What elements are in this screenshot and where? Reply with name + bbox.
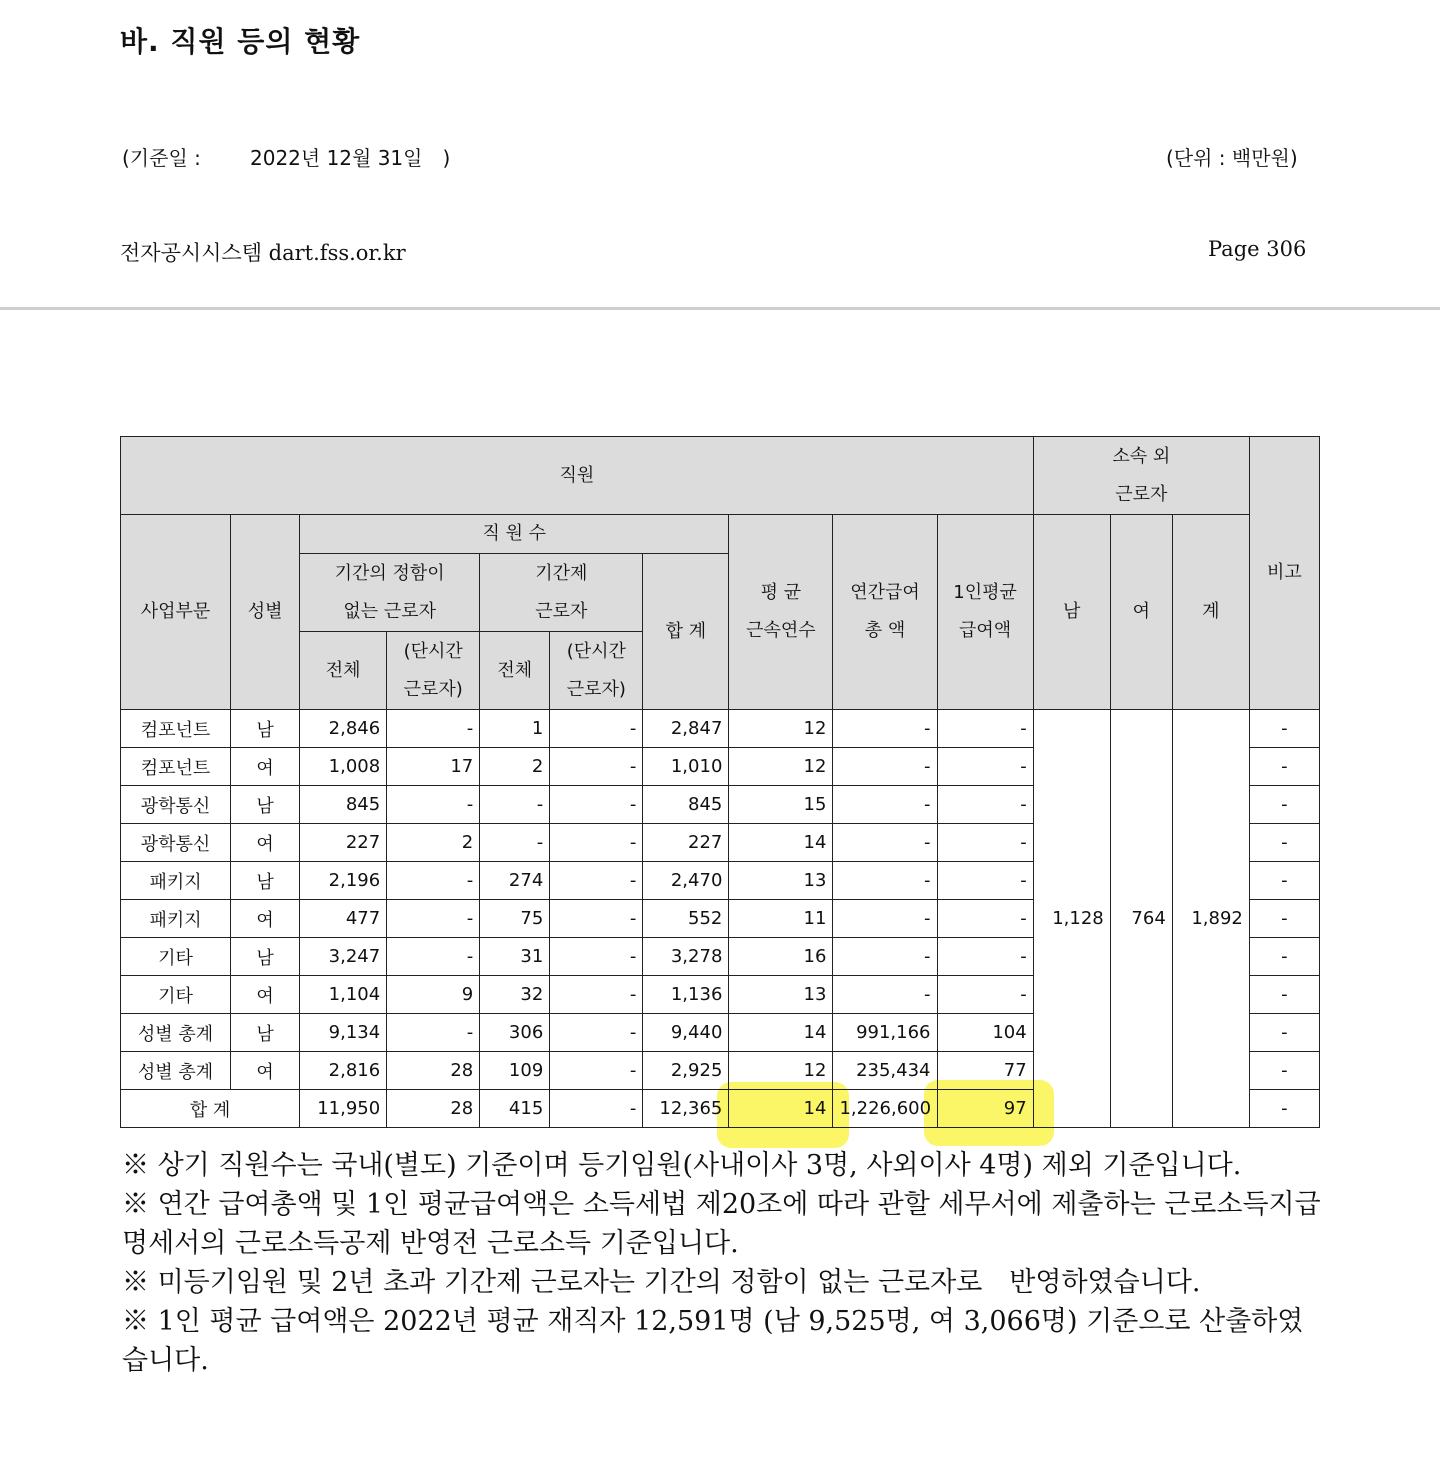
cell-business-unit: 기타 bbox=[121, 976, 231, 1014]
header-contract-line1: 기간제 bbox=[535, 562, 588, 584]
cell-perm-part: - bbox=[387, 1014, 480, 1052]
cell-avg-pay: - bbox=[937, 976, 1033, 1014]
footnote-3: ※ 미등기임원 및 2년 초과 기간제 근로자는 기간의 정함이 없는 근로자로 반영하였습니다. bbox=[122, 1267, 1201, 1298]
cell-tenure: 15 bbox=[729, 786, 833, 824]
cell-avg-pay: 77 bbox=[937, 1052, 1033, 1090]
cell-total: 1,010 bbox=[643, 748, 729, 786]
cell-tenure: 16 bbox=[729, 938, 833, 976]
basis-date bbox=[122, 142, 450, 171]
cell-annual-pay: 991,166 bbox=[833, 1014, 937, 1052]
cell-remark: - bbox=[1249, 1052, 1319, 1090]
cell-business-unit: 광학통신 bbox=[121, 786, 231, 824]
cell-perm-total: 2,816 bbox=[300, 1052, 387, 1090]
cell-avg-pay: - bbox=[937, 938, 1033, 976]
cell-business-unit: 패키지 bbox=[121, 862, 231, 900]
header-contract-all: 전체 bbox=[480, 632, 550, 710]
header-permanent-line2: 없는 근로자 bbox=[343, 600, 437, 622]
cell-avg-pay: - bbox=[937, 710, 1033, 748]
cell-perm-part: - bbox=[387, 862, 480, 900]
cell-total: 2,470 bbox=[643, 862, 729, 900]
cell-gender: 여 bbox=[231, 900, 300, 938]
cell-contract-part: - bbox=[550, 786, 643, 824]
cell-tenure: 11 bbox=[729, 900, 833, 938]
cell-remark: - bbox=[1249, 786, 1319, 824]
cell-outsourced-male: 1,128 bbox=[1033, 710, 1110, 1128]
header-avg-pay-line1: 1인평균 bbox=[953, 582, 1017, 603]
cell-annual-pay: - bbox=[833, 824, 937, 862]
cell-gender: 남 bbox=[231, 710, 300, 748]
cell-avg-pay: - bbox=[937, 824, 1033, 862]
cell-total-total: 12,365 bbox=[643, 1090, 729, 1128]
cell-contract-part: - bbox=[550, 824, 643, 862]
cell-total-perm-total: 11,950 bbox=[300, 1090, 387, 1128]
cell-business-unit: 성별 총계 bbox=[121, 1052, 231, 1090]
cell-total-remark: - bbox=[1249, 1090, 1319, 1128]
table-row bbox=[121, 710, 1320, 748]
cell-tenure: 12 bbox=[729, 710, 833, 748]
cell-perm-total: 2,846 bbox=[300, 710, 387, 748]
section-title: 바. 직원 등의 현황 bbox=[120, 25, 361, 58]
footer-page-number: Page 306 bbox=[1208, 237, 1307, 261]
cell-gender: 여 bbox=[231, 976, 300, 1014]
cell-perm-part: 28 bbox=[387, 1052, 480, 1090]
cell-business-unit: 기타 bbox=[121, 938, 231, 976]
cell-total: 1,136 bbox=[643, 976, 729, 1014]
cell-contract-total: 2 bbox=[480, 748, 550, 786]
cell-annual-pay: - bbox=[833, 862, 937, 900]
cell-contract-total: 32 bbox=[480, 976, 550, 1014]
footnote-4: ※ 1인 평균 급여액은 2022년 평균 재직자 12,591명 (남 9,525명, 여 3,066명) 기준으로 산출하였습니다. bbox=[122, 1306, 1304, 1376]
header-annual-pay-line1: 연간급여 bbox=[850, 582, 920, 603]
cell-total: 9,440 bbox=[643, 1014, 729, 1052]
header-avg-tenure-line2: 근속연수 bbox=[746, 620, 816, 641]
cell-perm-part: - bbox=[387, 938, 480, 976]
cell-total: 227 bbox=[643, 824, 729, 862]
cell-contract-part: - bbox=[550, 938, 643, 976]
cell-business-unit: 컴포넌트 bbox=[121, 710, 231, 748]
cell-remark: - bbox=[1249, 1014, 1319, 1052]
cell-tenure: 14 bbox=[729, 1014, 833, 1052]
cell-remark: - bbox=[1249, 938, 1319, 976]
cell-perm-part: 2 bbox=[387, 824, 480, 862]
header-gender: 성별 bbox=[231, 515, 300, 710]
cell-gender: 여 bbox=[231, 1052, 300, 1090]
cell-grand-total-label: 합 계 bbox=[121, 1090, 300, 1128]
cell-perm-total: 3,247 bbox=[300, 938, 387, 976]
cell-contract-part: - bbox=[550, 900, 643, 938]
header-employees: 직원 bbox=[121, 437, 1034, 515]
cell-avg-pay: - bbox=[937, 748, 1033, 786]
cell-tenure: 13 bbox=[729, 862, 833, 900]
header-part-time-line2: 근로자) bbox=[403, 678, 463, 700]
cell-annual-pay: - bbox=[833, 976, 937, 1014]
cell-remark: - bbox=[1249, 748, 1319, 786]
cell-contract-total: 1 bbox=[480, 710, 550, 748]
cell-perm-total: 845 bbox=[300, 786, 387, 824]
header-permanent-all: 전체 bbox=[300, 632, 387, 710]
cell-remark: - bbox=[1249, 824, 1319, 862]
cell-contract-part: - bbox=[550, 862, 643, 900]
cell-tenure: 12 bbox=[729, 748, 833, 786]
cell-contract-total: - bbox=[480, 786, 550, 824]
cell-tenure: 13 bbox=[729, 976, 833, 1014]
header-avg-tenure bbox=[729, 515, 833, 710]
cell-total: 2,847 bbox=[643, 710, 729, 748]
header-avg-pay bbox=[937, 515, 1033, 710]
table-body bbox=[121, 710, 1320, 1128]
header-contract-line2: 근로자 bbox=[535, 600, 588, 622]
cell-total-avg-pay: 97 bbox=[937, 1090, 1033, 1128]
cell-contract-part: - bbox=[550, 748, 643, 786]
cell-annual-pay: 235,434 bbox=[833, 1052, 937, 1090]
cell-contract-total: - bbox=[480, 824, 550, 862]
cell-contract-total: 109 bbox=[480, 1052, 550, 1090]
unit-label: (단위 : 백만원) bbox=[1166, 146, 1298, 170]
basis-date-value: 2022년 12월 31일 ) bbox=[250, 146, 451, 170]
cell-perm-total: 1,008 bbox=[300, 748, 387, 786]
employee-status-table bbox=[120, 436, 1320, 1128]
cell-contract-total: 306 bbox=[480, 1014, 550, 1052]
header-male: 남 bbox=[1033, 515, 1110, 710]
cell-business-unit: 컴포넌트 bbox=[121, 748, 231, 786]
cell-perm-part: - bbox=[387, 786, 480, 824]
header-part-time-line1: (단시간 bbox=[566, 640, 626, 662]
header-sum: 계 bbox=[1172, 515, 1249, 710]
cell-business-unit: 패키지 bbox=[121, 900, 231, 938]
header-outsourced-line1: 소속 외 bbox=[1112, 445, 1171, 467]
cell-perm-total: 227 bbox=[300, 824, 387, 862]
cell-total-contract-total: 415 bbox=[480, 1090, 550, 1128]
cell-gender: 남 bbox=[231, 938, 300, 976]
cell-annual-pay: - bbox=[833, 938, 937, 976]
header-permanent-line1: 기간의 정함이 bbox=[334, 562, 445, 584]
header-business-unit: 사업부문 bbox=[121, 515, 231, 710]
cell-contract-part: - bbox=[550, 1014, 643, 1052]
cell-gender: 남 bbox=[231, 786, 300, 824]
footnote-2: ※ 연간 급여총액 및 1인 평균급여액은 소득세법 제20조에 따라 관할 세무서에 제출하는 근로소득지급명세서의 근로소득공제 반영전 근로소득 기준입니다. bbox=[122, 1189, 1321, 1259]
cell-tenure: 14 bbox=[729, 824, 833, 862]
cell-contract-total: 274 bbox=[480, 862, 550, 900]
header-avg-tenure-line1: 평 균 bbox=[760, 582, 802, 603]
header-total: 합 계 bbox=[643, 554, 729, 710]
header-avg-pay-line2: 급여액 bbox=[959, 620, 1012, 641]
cell-gender: 여 bbox=[231, 748, 300, 786]
footnote-1: ※ 상기 직원수는 국내(별도) 기준이며 등기임원(사내이사 3명, 사외이사 4명) 제외 기준입니다. bbox=[122, 1150, 1242, 1181]
basis-date-label: (기준일 : bbox=[122, 146, 201, 170]
cell-gender: 남 bbox=[231, 1014, 300, 1052]
header-employee-count: 직 원 수 bbox=[300, 515, 729, 554]
cell-business-unit: 광학통신 bbox=[121, 824, 231, 862]
cell-perm-total: 1,104 bbox=[300, 976, 387, 1014]
cell-perm-total: 9,134 bbox=[300, 1014, 387, 1052]
header-part-time-line2: 근로자) bbox=[566, 678, 626, 700]
cell-avg-pay: - bbox=[937, 900, 1033, 938]
header-permanent-part-time bbox=[387, 632, 480, 710]
cell-perm-total: 477 bbox=[300, 900, 387, 938]
cell-perm-part: - bbox=[387, 900, 480, 938]
header-outsourced-line2: 근로자 bbox=[1115, 483, 1168, 505]
header-annual-pay-line2: 총 액 bbox=[864, 620, 906, 641]
cell-total: 552 bbox=[643, 900, 729, 938]
footer-source: 전자공시시스템 dart.fss.or.kr bbox=[120, 241, 406, 265]
cell-annual-pay: - bbox=[833, 786, 937, 824]
header-female: 여 bbox=[1110, 515, 1172, 710]
header-contract-part-time bbox=[550, 632, 643, 710]
footnotes bbox=[122, 1146, 1322, 1380]
cell-avg-pay: - bbox=[937, 786, 1033, 824]
cell-total-perm-part: 28 bbox=[387, 1090, 480, 1128]
cell-total: 2,925 bbox=[643, 1052, 729, 1090]
cell-gender: 여 bbox=[231, 824, 300, 862]
cell-gender: 남 bbox=[231, 862, 300, 900]
header-remarks: 비고 bbox=[1249, 437, 1319, 710]
cell-avg-pay: 104 bbox=[937, 1014, 1033, 1052]
cell-perm-total: 2,196 bbox=[300, 862, 387, 900]
cell-remark: - bbox=[1249, 900, 1319, 938]
cell-outsourced-female: 764 bbox=[1110, 710, 1172, 1128]
cell-contract-total: 31 bbox=[480, 938, 550, 976]
cell-annual-pay: - bbox=[833, 900, 937, 938]
cell-avg-pay: - bbox=[937, 862, 1033, 900]
cell-remark: - bbox=[1249, 976, 1319, 1014]
cell-remark: - bbox=[1249, 710, 1319, 748]
header-permanent bbox=[300, 554, 480, 632]
cell-total-contract-part: - bbox=[550, 1090, 643, 1128]
cell-business-unit: 성별 총계 bbox=[121, 1014, 231, 1052]
cell-contract-total: 75 bbox=[480, 900, 550, 938]
cell-tenure: 12 bbox=[729, 1052, 833, 1090]
header-part-time-line1: (단시간 bbox=[403, 640, 463, 662]
cell-total: 845 bbox=[643, 786, 729, 824]
cell-contract-part: - bbox=[550, 710, 643, 748]
cell-perm-part: 9 bbox=[387, 976, 480, 1014]
cell-remark: - bbox=[1249, 862, 1319, 900]
cell-perm-part: 17 bbox=[387, 748, 480, 786]
cell-total-tenure: 14 bbox=[729, 1090, 833, 1128]
cell-outsourced-sum: 1,892 bbox=[1172, 710, 1249, 1128]
header-outsourced bbox=[1033, 437, 1249, 515]
cell-annual-pay: - bbox=[833, 748, 937, 786]
cell-total-annual-pay: 1,226,600 bbox=[833, 1090, 937, 1128]
cell-total: 3,278 bbox=[643, 938, 729, 976]
header-contract bbox=[480, 554, 643, 632]
cell-contract-part: - bbox=[550, 976, 643, 1014]
cell-contract-part: - bbox=[550, 1052, 643, 1090]
page-break-divider bbox=[0, 307, 1440, 310]
cell-perm-part: - bbox=[387, 710, 480, 748]
cell-annual-pay: - bbox=[833, 710, 937, 748]
header-annual-pay bbox=[833, 515, 937, 710]
